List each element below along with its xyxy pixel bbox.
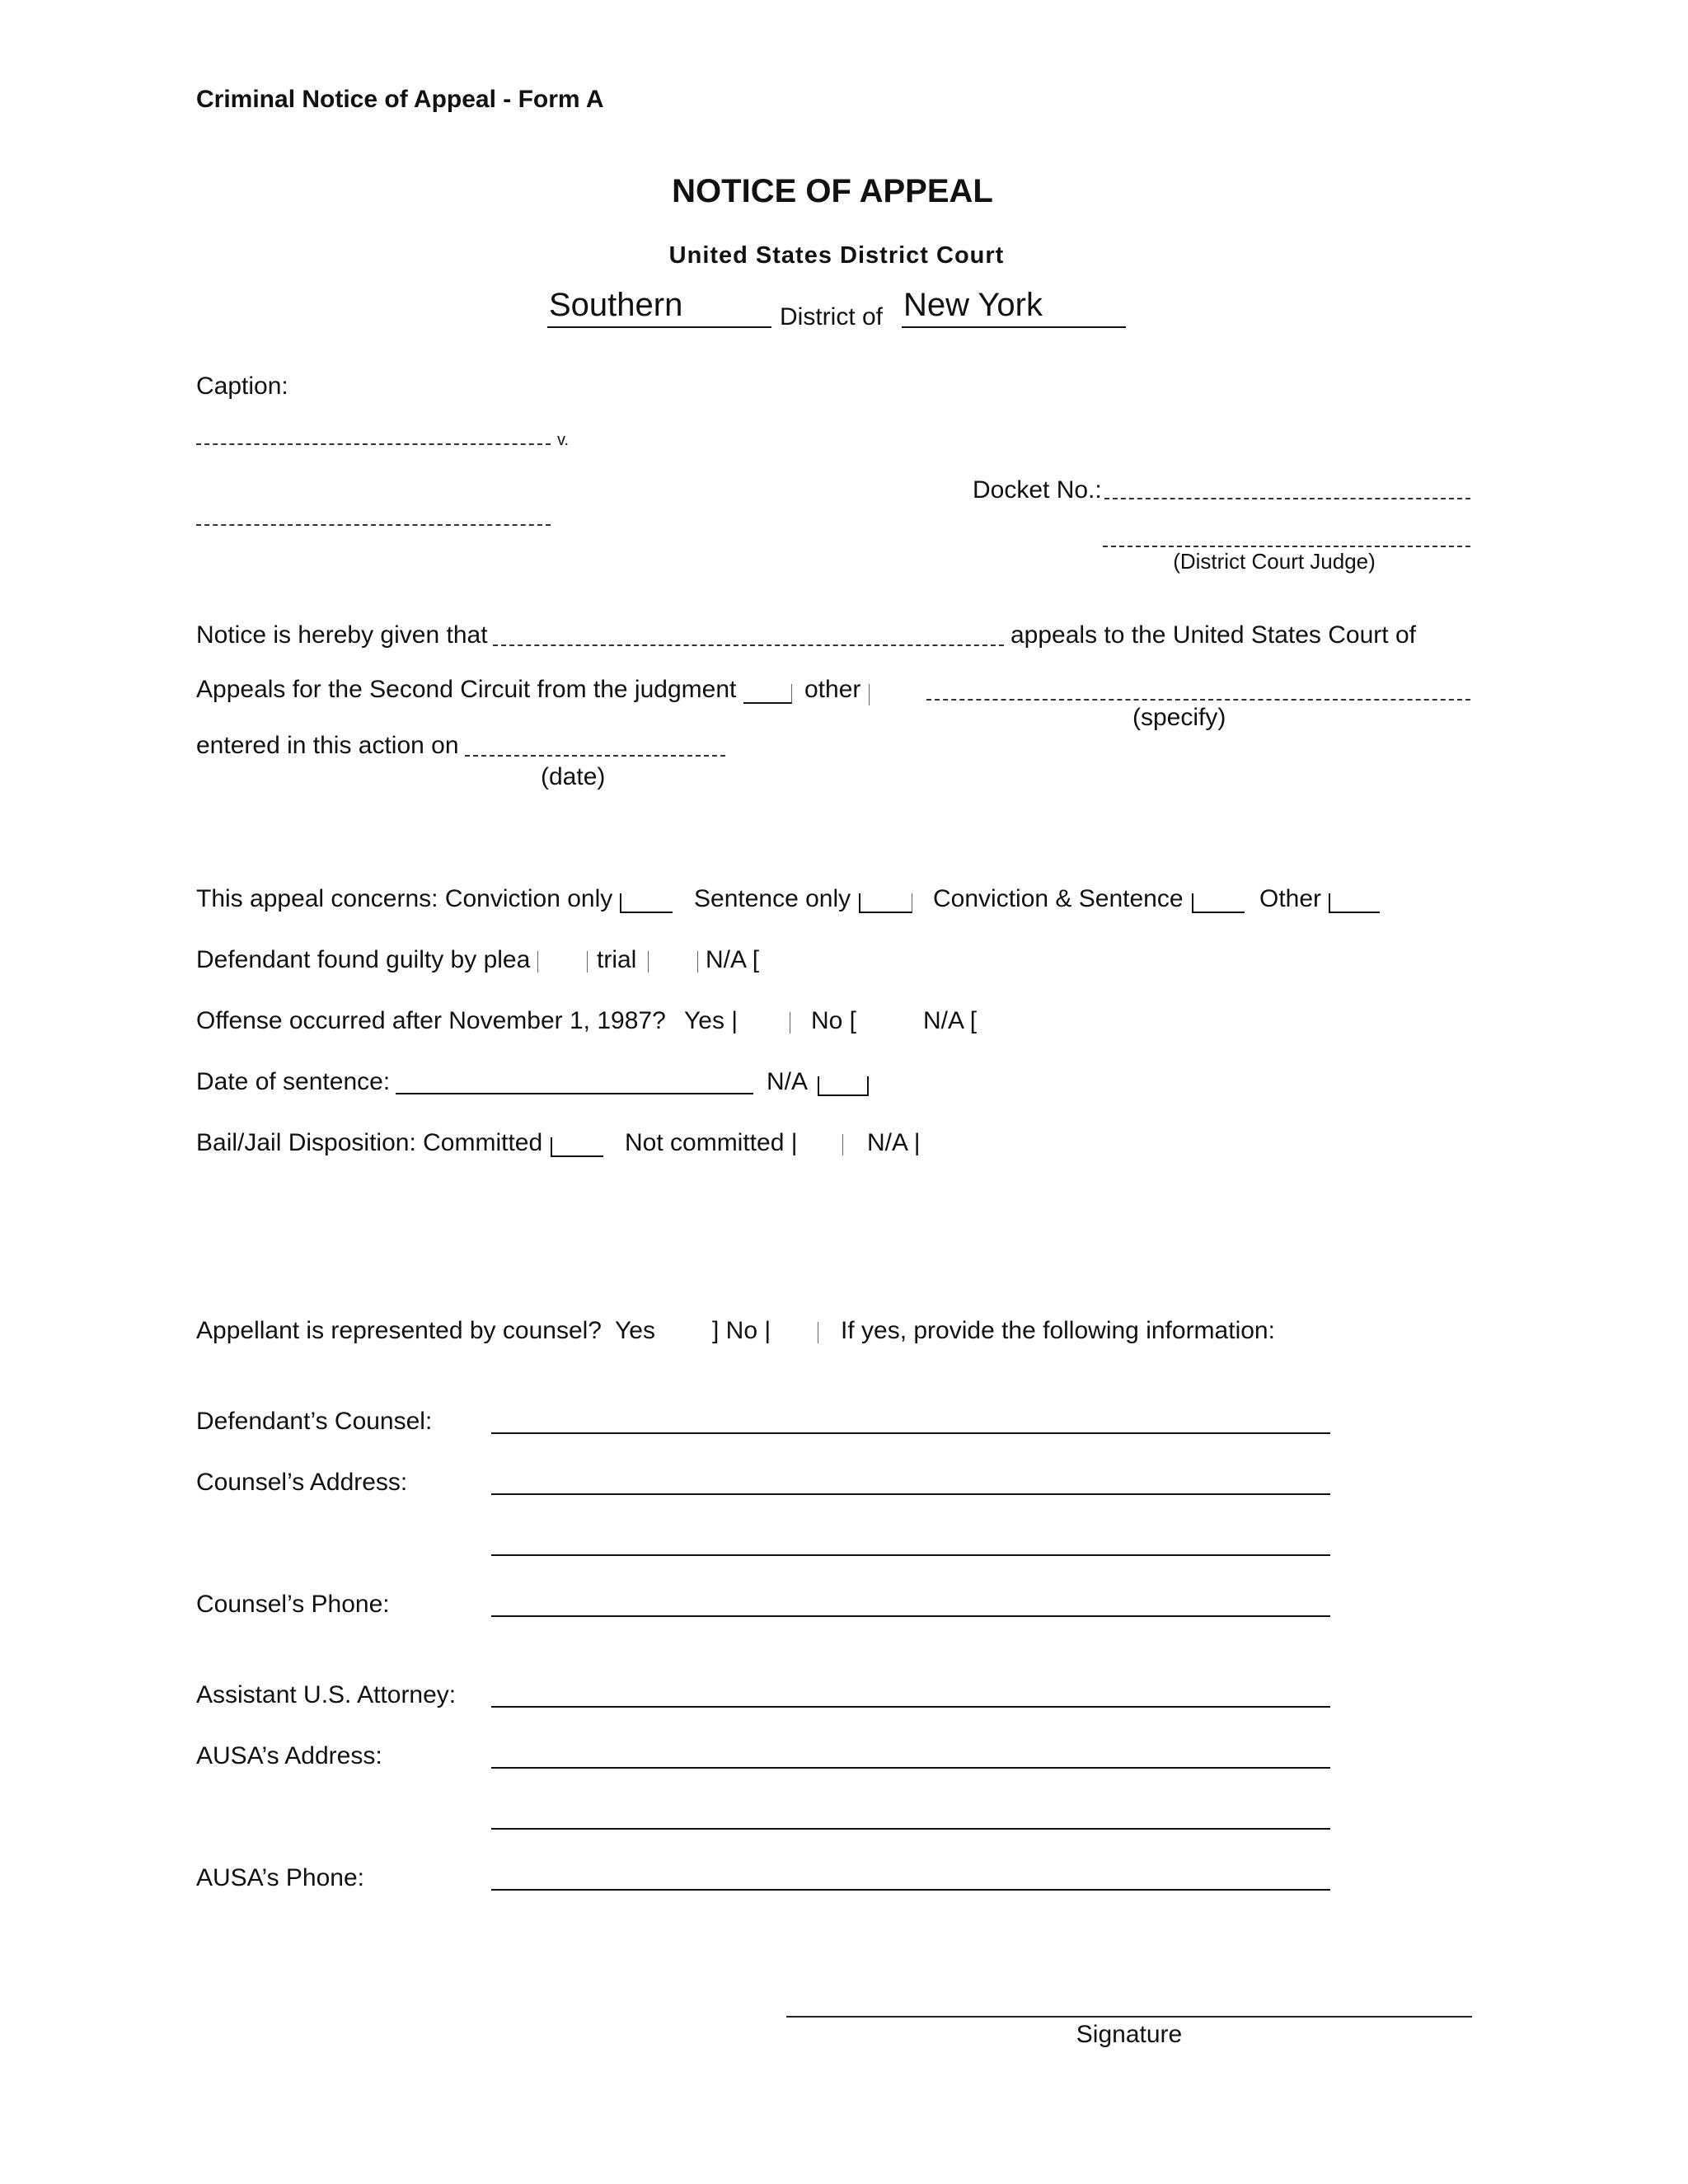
guilty-label: Defendant found guilty by plea: [196, 946, 531, 973]
court-name: United States District Court: [668, 242, 1005, 269]
district-prefix-line: [547, 326, 771, 328]
sentence-date-na-checkbox[interactable]: [818, 1076, 869, 1096]
offense-no-label[interactable]: No [: [811, 1007, 857, 1034]
conviction-only-checkbox[interactable]: [620, 893, 673, 913]
counsel-address-field-1[interactable]: [491, 1493, 1330, 1495]
counsel-address-field-2[interactable]: [491, 1554, 1330, 1556]
conviction-sentence-label: Conviction & Sentence: [933, 885, 1184, 912]
district-label: District of: [780, 303, 884, 330]
ausa-label: Assistant U.S. Attorney:: [196, 1681, 457, 1708]
committed-checkbox[interactable]: [551, 1137, 603, 1157]
ausa-phone-field[interactable]: [491, 1889, 1330, 1891]
conviction-sentence-checkbox[interactable]: [1192, 893, 1245, 913]
counsel-address-label: Counsel’s Address:: [196, 1469, 408, 1496]
notice-line-1-start: Notice is hereby given that: [196, 621, 488, 649]
plea-checkbox-left[interactable]: [537, 951, 538, 972]
district-prefix-field[interactable]: Southern: [549, 287, 683, 323]
trial-checkbox-right: [697, 951, 698, 972]
caption-party-1-field[interactable]: [196, 443, 551, 445]
bail-na-label[interactable]: N/A |: [867, 1129, 921, 1156]
ausa-address-field-2[interactable]: [491, 1828, 1330, 1830]
form-title: Criminal Notice of Appeal - Form A: [196, 86, 604, 113]
notice-line-3-start: entered in this action on: [196, 732, 459, 759]
counsel-question-label: Appellant is represented by counsel?: [196, 1317, 602, 1344]
counsel-followup-text: If yes, provide the following information:: [841, 1317, 1275, 1344]
guilty-na-label[interactable]: N/A [: [706, 946, 760, 973]
plea-checkbox-right: [587, 951, 588, 972]
signature-label: Signature: [1076, 2021, 1183, 2048]
docket-label: Docket No.:: [973, 476, 1102, 504]
other-checkbox[interactable]: [869, 684, 870, 705]
ausa-field[interactable]: [491, 1706, 1330, 1708]
judge-field[interactable]: [1103, 546, 1470, 547]
not-committed-checkbox-right: [842, 1134, 843, 1155]
ausa-address-label: AUSA’s Address:: [196, 1742, 382, 1769]
sentence-only-checkbox[interactable]: [859, 893, 912, 913]
counsel-phone-label: Counsel’s Phone:: [196, 1591, 390, 1618]
defendant-counsel-field[interactable]: [491, 1432, 1330, 1434]
judge-label: (District Court Judge): [1173, 549, 1376, 574]
ausa-phone-label: AUSA’s Phone:: [196, 1864, 365, 1891]
date-label: (date): [541, 763, 606, 790]
notice-line-2-start: Appeals for the Second Circuit from the judgment: [196, 676, 737, 703]
not-committed-label[interactable]: Not committed |: [625, 1129, 798, 1156]
signature-field[interactable]: [786, 2016, 1472, 2018]
bail-label: Bail/Jail Disposition: Committed: [196, 1129, 543, 1156]
caption-label: Caption:: [196, 373, 288, 400]
district-line: [902, 326, 1126, 328]
offense-na-label[interactable]: N/A [: [923, 1007, 978, 1034]
sentence-only-label: Sentence only: [694, 885, 851, 912]
other-concern-checkbox[interactable]: [1329, 893, 1380, 913]
defendant-counsel-label: Defendant’s Counsel:: [196, 1408, 433, 1435]
sentence-date-na-label: N/A: [767, 1068, 809, 1095]
counsel-no-label[interactable]: ] No |: [712, 1317, 771, 1344]
judgment-checkbox[interactable]: [743, 684, 792, 704]
appellant-name-field[interactable]: [493, 644, 1004, 646]
counsel-yes-label[interactable]: Yes: [615, 1317, 655, 1344]
other-specify-field[interactable]: [926, 699, 1470, 701]
sentence-date-label: Date of sentence:: [196, 1068, 391, 1095]
notice-line-1-end: appeals to the United States Court of: [1010, 621, 1416, 649]
ausa-address-field-1[interactable]: [491, 1767, 1330, 1769]
other-concern-label: Other: [1259, 885, 1322, 912]
trial-label: trial: [597, 946, 637, 973]
versus-label: v.: [557, 431, 570, 449]
trial-checkbox-left[interactable]: [648, 951, 649, 972]
main-title: NOTICE OF APPEAL: [672, 173, 993, 209]
sentence-date-field[interactable]: [396, 1093, 753, 1094]
specify-label: (specify): [1132, 704, 1226, 731]
district-field[interactable]: New York: [903, 287, 1043, 323]
appeal-concerns-label: This appeal concerns: Conviction only: [196, 885, 613, 912]
docket-number-field[interactable]: [1104, 498, 1470, 499]
other-label: other: [804, 676, 861, 703]
offense-yes-label[interactable]: Yes |: [684, 1007, 738, 1034]
offense-label: Offense occurred after November 1, 1987?: [196, 1007, 666, 1034]
caption-party-2-field[interactable]: [196, 524, 551, 526]
judgment-date-field[interactable]: [465, 755, 725, 757]
counsel-phone-field[interactable]: [491, 1615, 1330, 1617]
